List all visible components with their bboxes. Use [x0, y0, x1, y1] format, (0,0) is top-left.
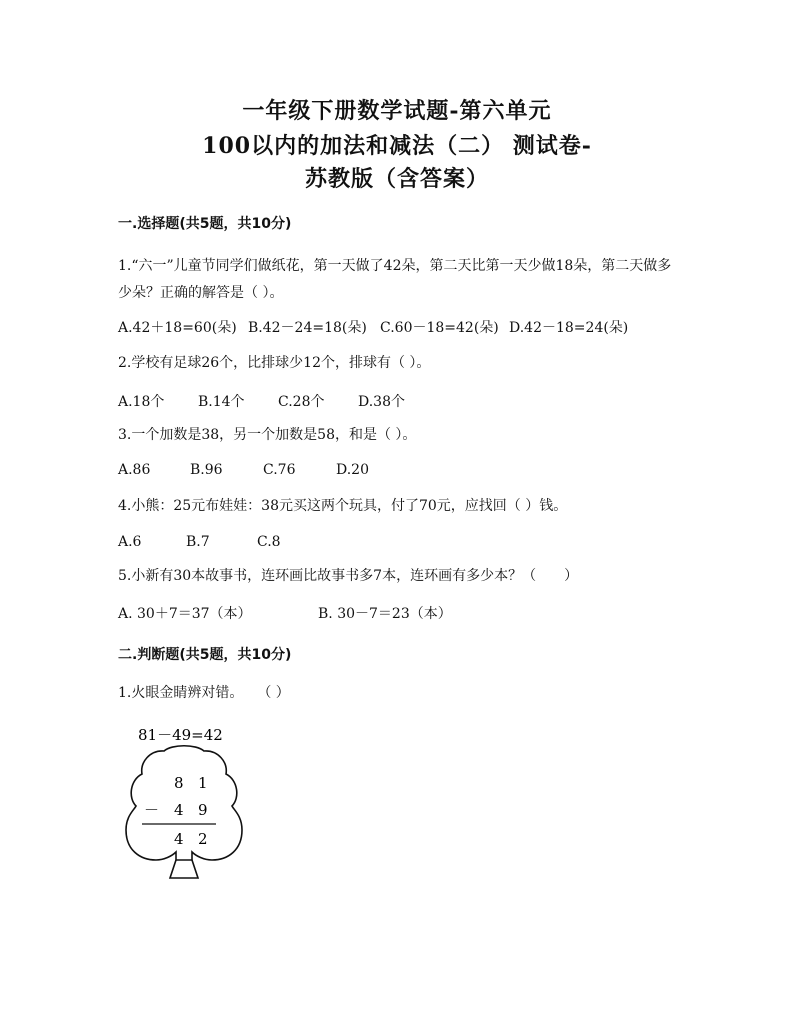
tree-digit-9: 9 — [198, 801, 208, 819]
tree-digit-4: 4 — [174, 801, 184, 819]
question-1-option-c: C.60－18=42(朵) — [380, 320, 499, 336]
question-2-option-a: A.18个 — [118, 394, 165, 410]
question-1-text: 1.“六一”儿童节同学们做纸花，第一天做了42朵，第二天比第一天少做18朵，第二天做多少朵？正确的解答是（ ）。 — [118, 258, 672, 301]
document-title-line-3: 苏教版（含答案） — [304, 166, 489, 192]
question-3-option-c: C.76 — [263, 462, 296, 478]
tree-digit-1: 1 — [198, 774, 208, 792]
question-5-option-a: A. 30＋7＝37（本） — [118, 606, 252, 622]
equation-text: 81－49=42 — [138, 726, 223, 744]
question-4-option-a: A.6 — [118, 534, 142, 550]
question-2-option-b: B.14个 — [198, 394, 245, 410]
question-4-text: 4.小熊：25元布娃娃：38元买这两个玩具，付了70元，应找回（ ）钱。 — [118, 498, 568, 514]
question-3-option-b: B.96 — [190, 462, 223, 478]
question-2-text: 2.学校有足球26个，比排球少12个，排球有（ ）。 — [118, 355, 431, 371]
question-5-text: 5.小新有30本故事书，连环画比故事书多7本，连环画有多少本？（ ） — [118, 568, 579, 584]
question-5-option-b: B. 30－7＝23（本） — [318, 606, 452, 622]
section-1-heading: 一.选择题(共5题，共10分) — [118, 216, 292, 232]
question-2-option-c: C.28个 — [278, 394, 325, 410]
question-3-option-d: D.20 — [336, 462, 369, 478]
question-4-option-b: B.7 — [186, 534, 210, 550]
question-1-option-d: D.42－18=24(朵) — [509, 320, 629, 336]
judgment-question-1-text: 1.火眼金睛辨对错。 （ ） — [118, 685, 290, 701]
tree-trunk — [170, 860, 198, 878]
tree-subtraction-figure — [118, 718, 258, 886]
tree-digit-8: 8 — [174, 774, 184, 792]
question-1-option-b: B.42－24=18(朵) — [248, 320, 367, 336]
question-4-option-c: C.8 — [257, 534, 281, 550]
tree-result-digit-2: 2 — [198, 830, 208, 848]
tree-minus-sign: － — [144, 801, 160, 819]
question-2-option-d: D.38个 — [358, 394, 405, 410]
question-3-text: 3.一个加数是38，另一个加数是58，和是（ ）。 — [118, 427, 417, 443]
question-1-option-a: A.42＋18=60(朵) — [118, 320, 237, 336]
section-2-heading: 二.判断题(共5题，共10分) — [118, 647, 292, 663]
document-title-line-2: 100以内的加法和减法（二） 测试卷- — [202, 133, 592, 159]
document-title-line-1: 一年级下册数学试题-第六单元 — [242, 98, 552, 124]
tree-result-digit-4: 4 — [174, 830, 184, 848]
question-3-option-a: A.86 — [118, 462, 151, 478]
